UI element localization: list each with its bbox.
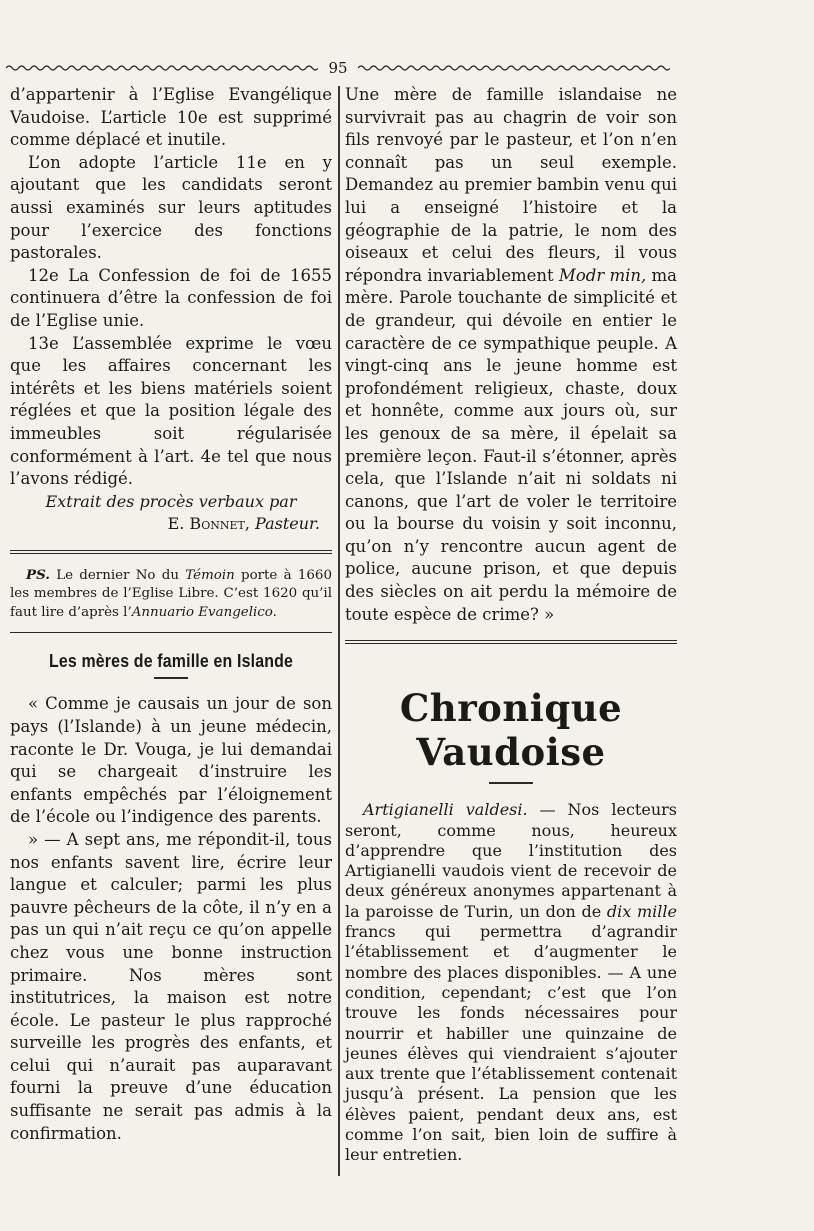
paragraph-article-13: 13e L’assemblée exprime le vœu que les affaires concernant les intérêts et les biens matériels soient réglées et que la position légale des immeubles soit régularisée conformément à l’art. 4e tel que nous l’avons rédigé. xyxy=(10,333,332,489)
modr-min: Modr min, xyxy=(558,265,647,285)
signature-line: Extrait des procès verbaux par xyxy=(45,491,297,511)
paragraph-article-11: L’on adopte l’article 11e en y ajoutant que les candidats seront aussi examinés sur leurs aptitudes pour l’exercice des fonctions pastorales. xyxy=(10,152,332,263)
artigianelli-text-2: francs qui permettra d’agrandir l’établissement et d’augmenter le nombre des places disponibles. — A une condition, cependant; c’est que l’on trouve les fonds nécessaires pour nourrir et habiller une quinzaine de jeunes élèves qui viendraient s’ajouter aux trente que l’établissement contenait jusqu’à présent. La pension que les élèves paient, pendant deux ans, est comme l’on sait, bien loin de suffire à leur entretien. xyxy=(345,922,677,1165)
right-column xyxy=(345,84,677,1166)
artigianelli-text-1: — Nos lecteurs seront, comme nous, heureux d’apprendre que l’institution des Artigianelli vaudois vient de recevoir de deux généreux anonymes appartenant à la paroisse de Turin, un don de xyxy=(345,800,677,921)
ps-label: PS. xyxy=(26,566,50,583)
ps-annuario: Annuario Evangelico. xyxy=(131,604,277,620)
page-number: 95 xyxy=(328,59,348,77)
paragraph-article-12: 12e La Confession de foi de 1655 continuera d’être la confession de foi de l’Eglise unie. xyxy=(10,265,332,330)
column-divider xyxy=(338,86,340,1176)
artigianelli-lead: Artigianelli valdesi. xyxy=(363,800,528,820)
section-rule xyxy=(489,782,533,784)
artigianelli-paragraph xyxy=(345,800,677,1165)
article-paragraph-1: « Comme je causais un jour de son pays (l’Islande) à un jeune médecin, raconte le Dr. Vouga, je lui demandai qui se chargeait d’instruire les enfants empêchés par l’éloignement de l’école ou l’indigence des parents. xyxy=(10,694,332,827)
wavy-rule-left xyxy=(6,64,318,72)
article-paragraph-2: » — A sept ans, me répondit-il, tous nos enfants savent lire, écrire leur langue et calculer; parmi les plus pauvre pêcheurs de la côte, il n’y en a pas un qui n’ait reçu ce qu’on appelle chez vous une bonne instruction primaire. Nos mères sont institutrices, la maison est notre école. Le pasteur le plus rapproché surveille les progrès des enfants, et celui qui n’aurait pas auparavant fourni la preuve d’une éducation suffisante ne serait pas admis à la confirmation. xyxy=(10,829,332,1143)
continuation-text-2: ma mère. Parole touchante de simplicité et de grandeur, qui dévoile en entier le caractère de ce sympathique peuple. A vingt-cinq ans le jeune homme est profondément religieux, chaste, doux et honnête, comme aux jours où, sur les genoux de sa mère, il épelait sa première leçon. Faut-il s’étonner, après cela, que l’Islande n’ait ni soldats ni canons, que l’art de voler le territoire ou la bourse du voisin y soit inconnu, qu’on n’y rencontre aucun agent de police, aucune prison, et que depuis des siècles on ait perdu la mémoire de toute espèce de crime? » xyxy=(345,265,677,624)
signature-name: E. Bonnet, xyxy=(167,514,250,534)
ps-note xyxy=(10,566,332,623)
ps-text-2: porte à 1660 les membres de l’Eglise Libre. C’est 1620 qu’il faut lire d’après l’ xyxy=(10,567,332,620)
separator-rule xyxy=(10,550,332,554)
article-title: Les mères de famille en Islande xyxy=(48,650,294,672)
page-header xyxy=(6,56,670,80)
paragraph-article-10: d’appartenir à l’Eglise Evangélique Vaudoise. L’article 10e est supprimé comme déplacé et inutile. xyxy=(10,85,332,150)
title-rule xyxy=(154,677,188,679)
separator-rule-2 xyxy=(10,632,332,633)
signature xyxy=(10,513,332,536)
continuation-text-1: Une mère de famille islandaise ne survivrait pas au chagrin de voir son fils renvoyé par le pasteur, et l’on n’en connaît pas un seul exemple. Demandez au premier bambin venu qui lui a enseigné l’histoire et la géographie de la patrie, le nom des oiseaux et celui des fleurs, il vous répondra invariablement xyxy=(345,85,677,285)
section-title: Chronique Vaudoise xyxy=(399,686,623,775)
left-column xyxy=(10,84,332,1145)
dix-mille: dix mille xyxy=(606,901,677,921)
signature-title: Pasteur. xyxy=(255,514,320,534)
ps-temoin: Témoin xyxy=(185,567,235,583)
ps-text-1: Le dernier No du xyxy=(56,567,179,583)
article-continuation xyxy=(345,84,677,626)
wavy-rule-right xyxy=(358,64,670,72)
separator-rule-right xyxy=(345,640,677,644)
